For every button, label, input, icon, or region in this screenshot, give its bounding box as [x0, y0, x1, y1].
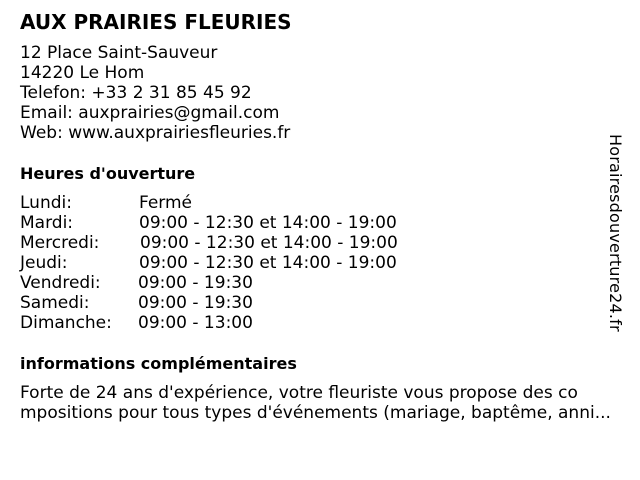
address-city: 14220 Le Hom [20, 63, 145, 83]
description-line: Forte de 24 ans d'expérience, votre fleuriste vous propose des co [20, 383, 578, 403]
phone-number: Telefon: +33 2 31 85 45 92 [20, 83, 252, 103]
day-label: Lundi: [20, 193, 72, 213]
info-description [20, 383, 630, 423]
info-heading: informations complémentaires [20, 354, 297, 373]
business-name: AUX PRAIRIES FLEURIES [20, 10, 292, 34]
hours-row-saturday [20, 293, 440, 313]
hours-row-friday [20, 273, 440, 293]
site-watermark: Horairesdouverture24.fr [606, 134, 625, 332]
description-line: mpositions pour tous types d'événements (mariage, baptême, anni... [20, 403, 611, 423]
hours-row-tuesday [20, 213, 440, 233]
address-street: 12 Place Saint-Sauveur [20, 43, 218, 63]
hours-heading: Heures d'ouverture [20, 164, 196, 183]
day-label: Vendredi: [20, 273, 101, 293]
day-label: Dimanche: [20, 313, 112, 333]
hours-value: 09:00 - 13:00 [138, 313, 253, 333]
hours-value: 09:00 - 12:30 et 14:00 - 19:00 [140, 233, 398, 253]
day-label: Jeudi: [20, 253, 68, 273]
hours-value: 09:00 - 12:30 et 14:00 - 19:00 [139, 213, 397, 233]
hours-value: 09:00 - 19:30 [138, 273, 253, 293]
hours-value: Fermé [139, 193, 193, 213]
hours-row-thursday [20, 253, 440, 273]
contact-block [20, 43, 290, 143]
day-label: Samedi: [20, 293, 90, 313]
website: Web: www.auxprairiesfleuries.fr [20, 123, 291, 143]
email-address: Email: auxprairies@gmail.com [20, 103, 280, 123]
hours-row-wednesday [20, 233, 440, 253]
day-label: Mardi: [20, 213, 74, 233]
hours-value: 09:00 - 12:30 et 14:00 - 19:00 [139, 253, 397, 273]
hours-row-monday [20, 193, 440, 213]
hours-table [20, 193, 440, 333]
hours-row-sunday [20, 313, 440, 333]
day-label: Mercredi: [20, 233, 100, 253]
hours-value: 09:00 - 19:30 [138, 293, 253, 313]
